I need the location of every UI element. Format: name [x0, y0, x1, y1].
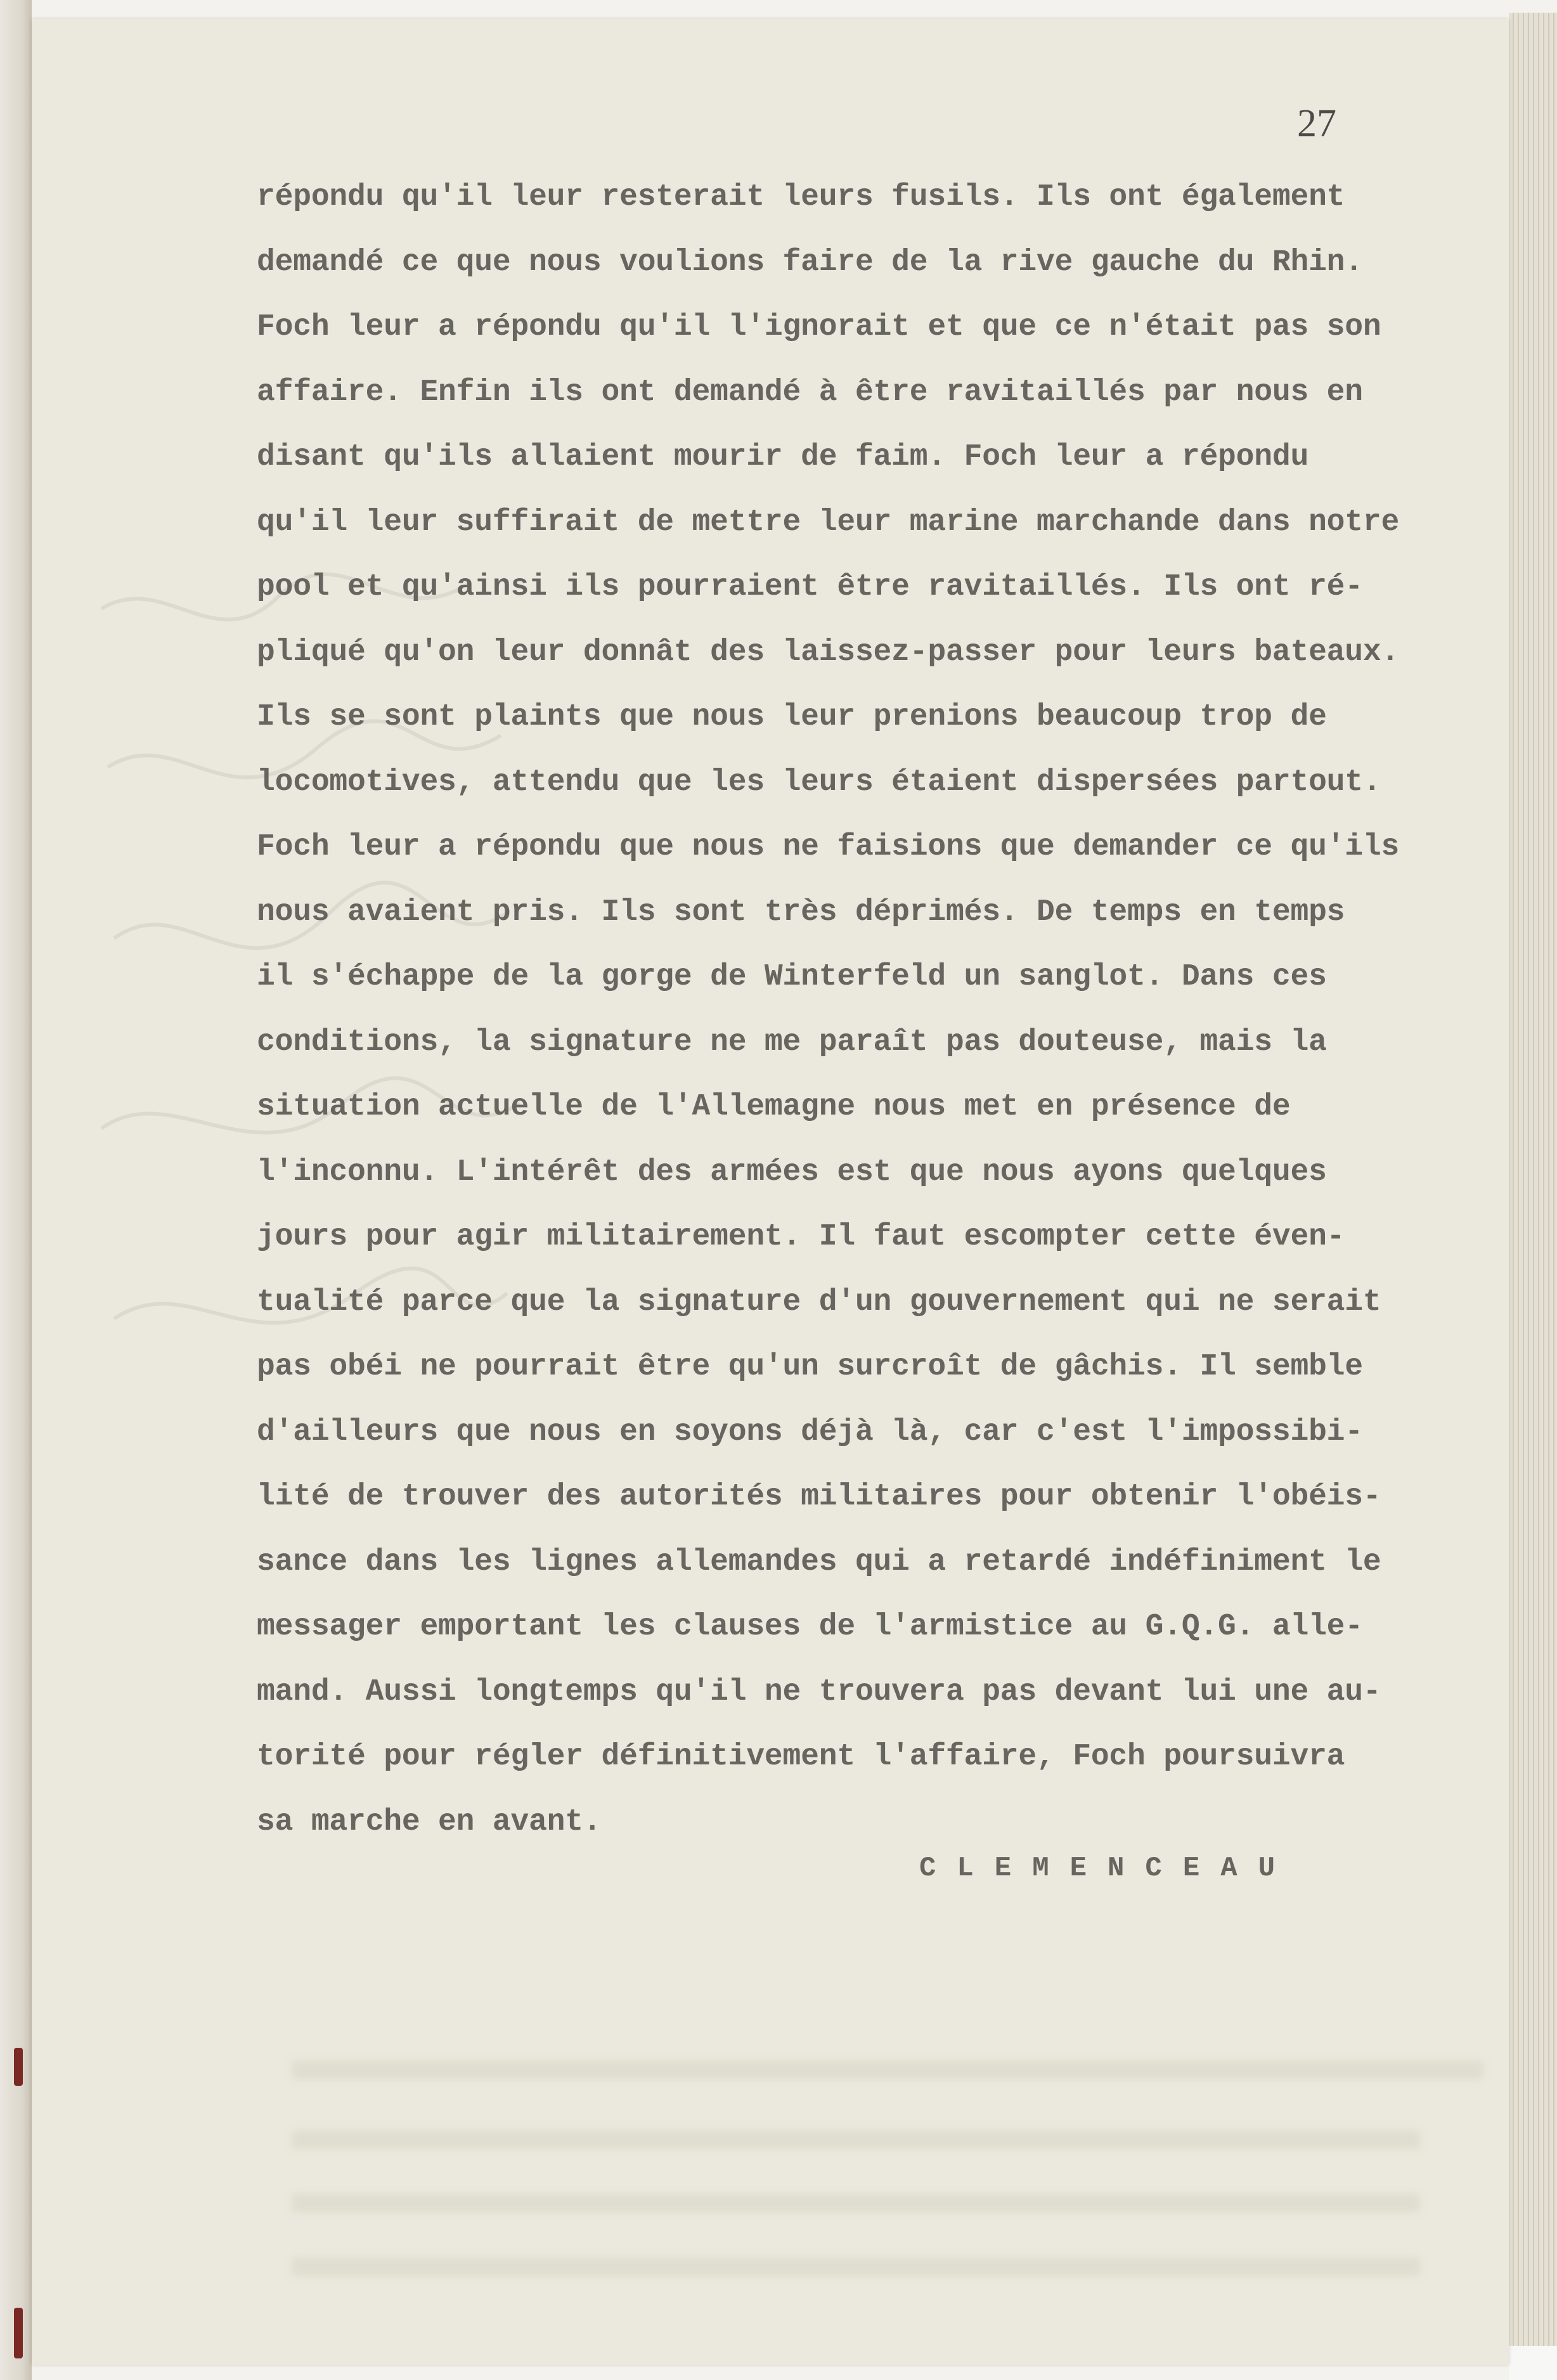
text-line: jours pour agir militairement. Il faut escompter cette éven-	[257, 1220, 1345, 1254]
text-line: Foch leur a répondu qu'il l'ignorait et que ce n'était pas son	[257, 310, 1381, 344]
text-line: pas obéi ne pourrait être qu'un surcroît de gâchis. Il semble	[257, 1350, 1363, 1384]
text-line: répondu qu'il leur resterait leurs fusils. Ils ont également	[257, 180, 1345, 214]
text-line: sa marche en avant.	[257, 1804, 602, 1839]
text-line: il s'échappe de la gorge de Winterfeld un sanglot. Dans ces	[257, 960, 1327, 994]
text-line: nous avaient pris. Ils sont très déprimés. De temps en temps	[257, 895, 1345, 929]
text-line: messager emportant les clauses de l'armistice au G.Q.G. alle-	[257, 1610, 1363, 1644]
text-line: affaire. Enfin ils ont demandé à être ravitaillés par nous en	[257, 375, 1363, 410]
page-number: 27	[1297, 102, 1336, 145]
text-line: torité pour régler définitivement l'affaire, Foch poursuivra	[257, 1740, 1345, 1774]
text-line: pliqué qu'on leur donnât des laissez-passer pour leurs bateaux.	[257, 635, 1400, 669]
text-line: locomotives, attendu que les leurs étaient dispersées partout.	[257, 765, 1381, 799]
text-line: lité de trouver des autorités militaires pour obtenir l'obéis-	[257, 1480, 1381, 1514]
showthrough-line	[292, 2130, 1420, 2149]
text-line: d'ailleurs que nous en soyons déjà là, car c'est l'impossibi-	[257, 1414, 1363, 1449]
text-line: demandé ce que nous voulions faire de la rive gauche du Rhin.	[257, 245, 1363, 280]
text-line: disant qu'ils allaient mourir de faim. Foch leur a répondu	[257, 440, 1309, 474]
text-line: tualité parce que la signature d'un gouvernement qui ne serait	[257, 1284, 1381, 1319]
text-line: mand. Aussi longtemps qu'il ne trouvera pas devant lui une au-	[257, 1674, 1381, 1709]
text-line: l'inconnu. L'intérêt des armées est que nous ayons quelques	[257, 1154, 1327, 1189]
text-line: conditions, la signature ne me paraît pas douteuse, mais la	[257, 1025, 1327, 1059]
book-binding	[0, 0, 32, 2380]
text-line: Foch leur a répondu que nous ne faisions que demander ce qu'ils	[257, 830, 1400, 864]
binding-thread	[14, 2308, 23, 2358]
binding-thread	[14, 2048, 23, 2086]
text-line: sance dans les lignes allemandes qui a retardé indéfiniment le	[257, 1544, 1381, 1579]
text-line: qu'il leur suffirait de mettre leur marine marchande dans notre	[257, 505, 1400, 540]
showthrough-line	[292, 2060, 1483, 2079]
text-line: situation actuelle de l'Allemagne nous met en présence de	[257, 1090, 1291, 1124]
text-line: pool et qu'ainsi ils pourraient être ravitaillés. Ils ont ré-	[257, 570, 1363, 604]
page-stack-edge	[1509, 13, 1557, 2380]
background	[1509, 2346, 1557, 2380]
showthrough-line	[292, 2194, 1420, 2213]
text-line: Ils se sont plaints que nous leur prenions beaucoup trop de	[257, 700, 1327, 734]
showthrough-line	[292, 2257, 1420, 2276]
signature-typed: CLEMENCEAU	[919, 1853, 1296, 1884]
